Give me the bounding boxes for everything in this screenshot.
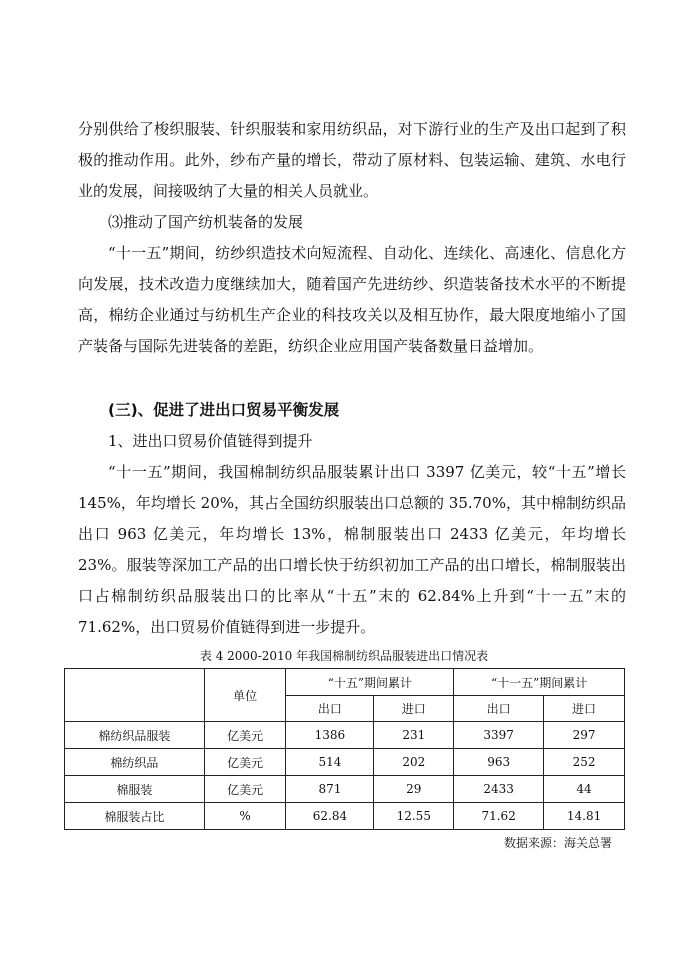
cell-value: 3397 bbox=[454, 722, 544, 749]
header-export: 出口 bbox=[286, 696, 374, 722]
row-unit: % bbox=[204, 803, 286, 830]
paragraph-equipment: “十一五”期间，纺纱织造技术向短流程、自动化、连续化、高速化、信息化方向发展，技术改造力度继续加大，随着国产先进纺纱、织造装备技术水平的不断提高，棉纺企业通过与纺机生产企业的科技攻关以及相互协作，最大限度地缩小了国产装备与国际先进装备的差距，纺织企业应用国产装备数量日益增加。 bbox=[78, 244, 626, 355]
cell-value: 202 bbox=[374, 749, 454, 776]
header-blank-cell bbox=[65, 669, 205, 722]
table-row bbox=[65, 749, 625, 776]
table-row bbox=[65, 803, 625, 830]
row-name: 棉纺织品 bbox=[65, 749, 205, 776]
subheading-value-chain: 1、进出口贸易价值链得到提升 bbox=[108, 432, 313, 450]
table-row bbox=[65, 722, 625, 749]
trade-table bbox=[64, 668, 625, 830]
header-export: 出口 bbox=[454, 696, 544, 722]
cell-value: 297 bbox=[544, 722, 625, 749]
cell-value: 252 bbox=[544, 749, 625, 776]
row-unit: 亿美元 bbox=[204, 776, 286, 803]
header-group-11th: “十一五”期间累计 bbox=[454, 669, 625, 696]
row-name: 棉服装 bbox=[65, 776, 205, 803]
cell-value: 231 bbox=[374, 722, 454, 749]
subheading-equipment: ⑶推动了国产纺机装备的发展 bbox=[108, 213, 304, 231]
table-row bbox=[65, 776, 625, 803]
cell-value: 2433 bbox=[454, 776, 544, 803]
cell-value: 871 bbox=[286, 776, 374, 803]
header-import: 进口 bbox=[544, 696, 625, 722]
paragraph-exports: “十一五”期间，我国棉制纺织品服装累计出口 3397 亿美元，较“十五”增长 145%，年均增长 20%，其占全国纺织服装出口总额的 35.70%，其中棉制纺织品出口 963 亿美元，年均增长 13%，棉制服装出口 2433 亿美元，年均增长 23%。服装等深加工产品的出口增长快于纺织初加工产品的出口增长，棉制服装出口占棉制纺织品服装出口的比率从“十五”末的 62.84%上升到“十一五”末的 71.62%，出口贸易价值链得到进一步提升。 bbox=[78, 463, 626, 636]
header-unit: 单位 bbox=[204, 669, 286, 722]
table-caption: 表 4 2000-2010 年我国棉制纺织品服装进出口情况表 bbox=[199, 649, 489, 663]
cell-value: 29 bbox=[374, 776, 454, 803]
row-name: 棉服装占比 bbox=[65, 803, 205, 830]
row-unit: 亿美元 bbox=[204, 722, 286, 749]
cell-value: 12.55 bbox=[374, 803, 454, 830]
cell-value: 514 bbox=[286, 749, 374, 776]
row-name: 棉纺织品服装 bbox=[65, 722, 205, 749]
header-import: 进口 bbox=[374, 696, 454, 722]
table-header-row bbox=[65, 669, 625, 696]
header-group-10th: “十五”期间累计 bbox=[286, 669, 454, 696]
row-unit: 亿美元 bbox=[204, 749, 286, 776]
cell-value: 963 bbox=[454, 749, 544, 776]
data-source-note: 数据来源：海关总署 bbox=[503, 836, 612, 850]
section-heading-trade: (三)、促进了进出口贸易平衡发展 bbox=[108, 401, 340, 419]
cell-value: 62.84 bbox=[286, 803, 374, 830]
cell-value: 44 bbox=[544, 776, 625, 803]
cell-value: 71.62 bbox=[454, 803, 544, 830]
cell-value: 14.81 bbox=[544, 803, 625, 830]
cell-value: 1386 bbox=[286, 722, 374, 749]
paragraph-downstream: 分别供给了梭织服装、针织服装和家用纺织品，对下游行业的生产及出口起到了积极的推动作用。此外，纱布产量的增长，带动了原材料、包装运输、建筑、水电行业的发展，间接吸纳了大量的相关人员就业。 bbox=[78, 120, 626, 200]
